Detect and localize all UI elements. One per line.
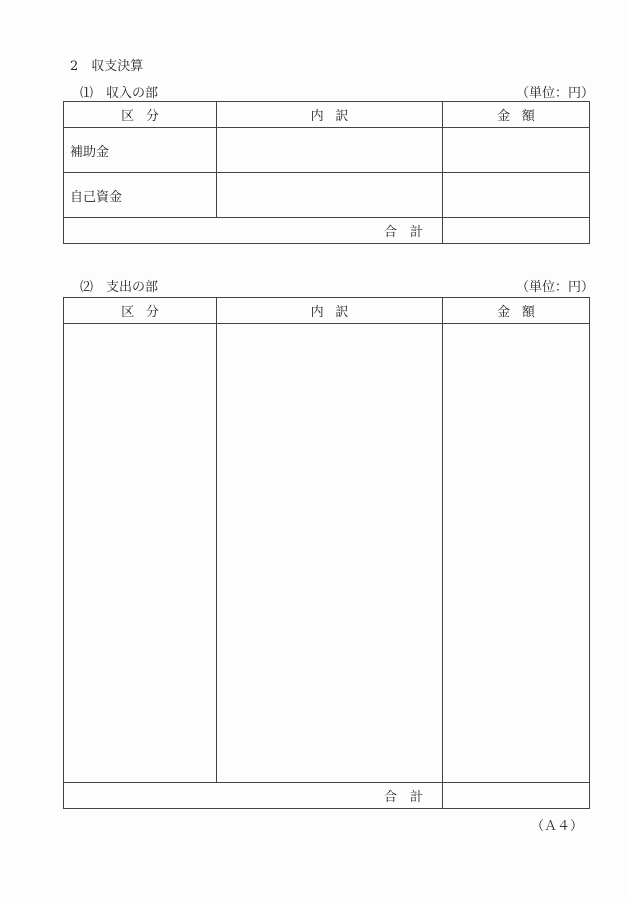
category-cell: 補助金	[64, 128, 217, 173]
table-row	[64, 128, 590, 173]
income-heading: ⑴ 収入の部	[80, 86, 159, 101]
total-label: 合計	[64, 783, 443, 809]
paper-size-label: （Ａ４）	[531, 819, 584, 834]
total-label: 合計	[64, 218, 443, 244]
expense-header-row	[64, 298, 590, 324]
column-header-category: 区分	[64, 102, 217, 128]
category-cell: 自己資金	[64, 173, 217, 218]
column-header-amount: 金額	[443, 102, 590, 128]
column-header-amount: 金額	[443, 298, 590, 324]
table-row	[64, 324, 590, 783]
category-cell[interactable]	[64, 324, 217, 783]
amount-cell[interactable]	[443, 324, 590, 783]
detail-cell[interactable]	[217, 128, 443, 173]
income-header-row	[64, 102, 590, 128]
total-amount-cell[interactable]	[443, 218, 590, 244]
total-amount-cell[interactable]	[443, 783, 590, 809]
amount-cell[interactable]	[443, 173, 590, 218]
expense-total-row	[64, 783, 590, 809]
income-total-row	[64, 218, 590, 244]
section-title: 2 収支決算	[70, 59, 144, 74]
income-unit-label: （単位：円）	[516, 86, 595, 101]
column-header-detail: 内訳	[217, 102, 443, 128]
income-table	[63, 101, 590, 244]
table-row	[64, 173, 590, 218]
expense-table	[63, 297, 590, 809]
detail-cell[interactable]	[217, 324, 443, 783]
amount-cell[interactable]	[443, 128, 590, 173]
column-header-detail: 内訳	[217, 298, 443, 324]
expense-unit-label: （単位：円）	[516, 280, 595, 295]
expense-heading: ⑵ 支出の部	[80, 280, 159, 295]
column-header-category: 区分	[64, 298, 217, 324]
detail-cell[interactable]	[217, 173, 443, 218]
